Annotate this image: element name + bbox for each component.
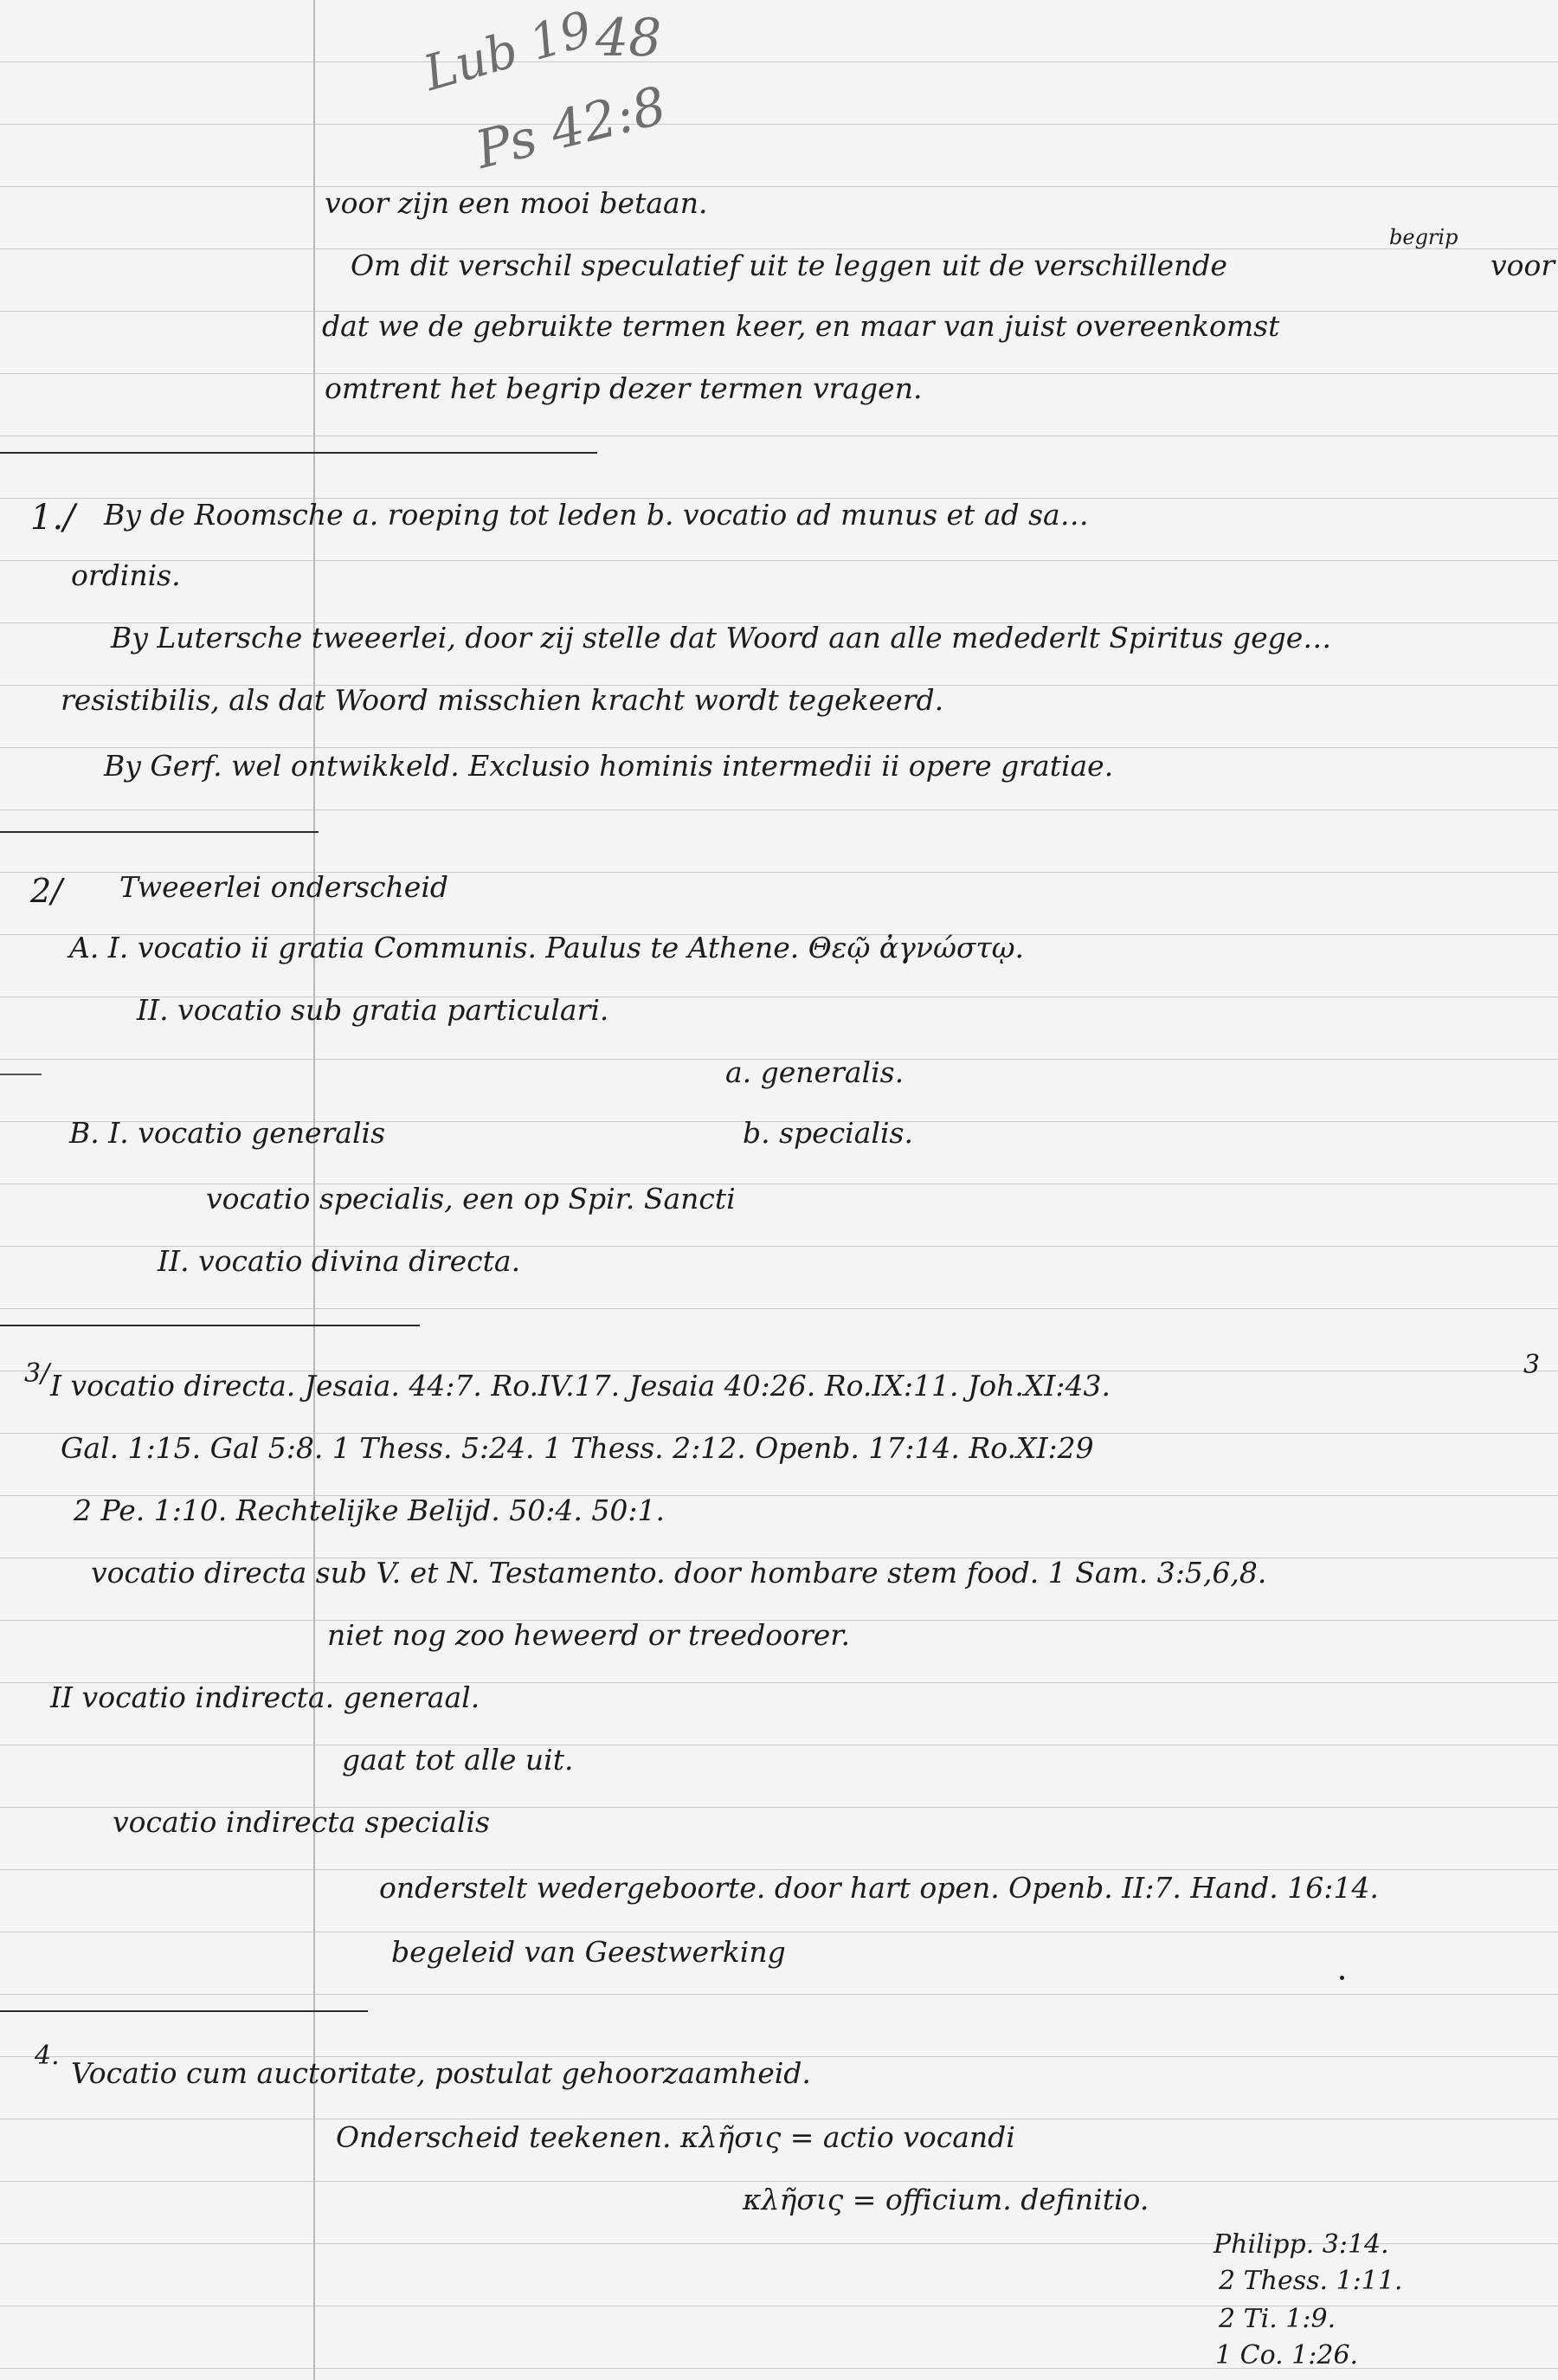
- section-3-line-1: I vocatio directa. Jesaia. 44:7. Ro.IV.17. Jesaia 40:26. Ro.IX:11. Joh.XI:43.: [50, 1369, 1111, 1403]
- section-4-line-3: κλῆσις = officium. definitio.: [743, 2183, 1149, 2216]
- section-3-line-4: vocatio directa sub V. et N. Testamento. door hombare stem food. 1 Sam. 3:5,6,8.: [91, 1556, 1267, 1590]
- section-3-line-6: II vocatio indirecta. generaal.: [50, 1680, 480, 1714]
- section-2-a1: A. I. vocatio ii gratia Communis. Paulus te Athene. Θεῷ ἀγνώστῳ.: [69, 931, 1025, 964]
- intro-insertion: begrip: [1389, 225, 1458, 249]
- section-divider: [0, 1325, 420, 1326]
- section-1-line-1: By de Roomsche a. roeping tot leden b. vocatio ad munus et ad sa…: [104, 498, 1089, 532]
- section-3-margin-mark: 3: [1523, 1350, 1541, 1380]
- section-3-line-5: niet nog zoo heweerd or treedoorer.: [327, 1618, 850, 1652]
- section-3-line-7: gaat tot alle uit.: [342, 1743, 574, 1777]
- section-1-line-3: By Lutersche tweeerlei, door zij stelle dat Woord aan alle medederlt Spiritus gege…: [111, 621, 1332, 655]
- margin-tick: [0, 1074, 42, 1075]
- section-2-generalis: a. generalis.: [725, 1055, 905, 1089]
- section-2-b1: B. I. vocatio generalis: [69, 1116, 386, 1150]
- section-3-number: 3/: [24, 1358, 50, 1389]
- section-4-reference-4: 1 Co. 1:26.: [1215, 2340, 1359, 2370]
- intro-line-3: dat we de gebruikte termen keer, en maar van juist overeenkomst: [322, 309, 1280, 343]
- pencil-reference: Lub 19: [417, 0, 599, 103]
- section-3-line-10: begeleid van Geestwerking: [391, 1935, 786, 1969]
- section-2-a2: II. vocatio sub gratia particulari.: [137, 993, 609, 1027]
- section-3-line-8: vocatio indirecta specialis: [113, 1805, 490, 1839]
- section-3-line-2: Gal. 1:15. Gal 5:8. 1 Thess. 5:24. 1 Thess. 2:12. Openb. 17:14. Ro.XI:29: [61, 1431, 1094, 1465]
- section-divider: [0, 831, 319, 833]
- ink-dot: [1340, 1976, 1344, 1980]
- pencil-psalm: Ps 42:8: [469, 75, 673, 181]
- section-2-specialis: b. specialis.: [743, 1116, 913, 1150]
- section-2-b2: vocatio specialis, een op Spir. Sancti: [206, 1182, 736, 1216]
- section-divider: [0, 452, 597, 454]
- section-4-reference-1: Philipp. 3:14.: [1214, 2229, 1389, 2260]
- section-3-line-9: onderstelt wedergeboorte. door hart open. Openb. II:7. Hand. 16:14.: [379, 1871, 1379, 1905]
- section-4-line-1: Vocatio cum auctoritate, postulat gehoorzaamheid.: [71, 2056, 811, 2090]
- section-divider: [0, 2010, 368, 2012]
- intro-line-1: voor zijn een mooi betaan.: [325, 186, 708, 220]
- section-2-b3: II. vocatio divina directa.: [158, 1244, 521, 1278]
- intro-line-2: Om dit verschil speculatief uit te leggen uit de verschillende: [351, 248, 1227, 282]
- section-4-reference-3: 2 Ti. 1:9.: [1219, 2304, 1336, 2334]
- section-4-number: 4.: [35, 2041, 60, 2071]
- section-1-line-2: ordinis.: [71, 558, 181, 592]
- section-2-number: 2/: [30, 872, 62, 910]
- intro-line-2-end: voor: [1490, 248, 1555, 282]
- section-3-line-3: 2 Pe. 1:10. Rechtelijke Belijd. 50:4. 50:1.: [74, 1493, 665, 1527]
- section-1-line-4: resistibilis, als dat Woord misschien kracht wordt tegekeerd.: [61, 683, 944, 717]
- section-4-reference-2: 2 Thess. 1:11.: [1219, 2266, 1403, 2296]
- intro-line-4: omtrent het begrip dezer termen vragen.: [325, 371, 923, 405]
- section-1-line-5: By Gerf. wel ontwikkeld. Exclusio hominis intermedii ii opere gratiae.: [104, 749, 1114, 783]
- section-4-line-2: Onderscheid teekenen. κλῆσις = actio vocandi: [336, 2120, 1015, 2154]
- section-2-line-1: Tweeerlei onderscheid: [119, 870, 448, 904]
- section-1-number: 1./: [30, 498, 75, 538]
- pencil-number: 48: [596, 8, 662, 68]
